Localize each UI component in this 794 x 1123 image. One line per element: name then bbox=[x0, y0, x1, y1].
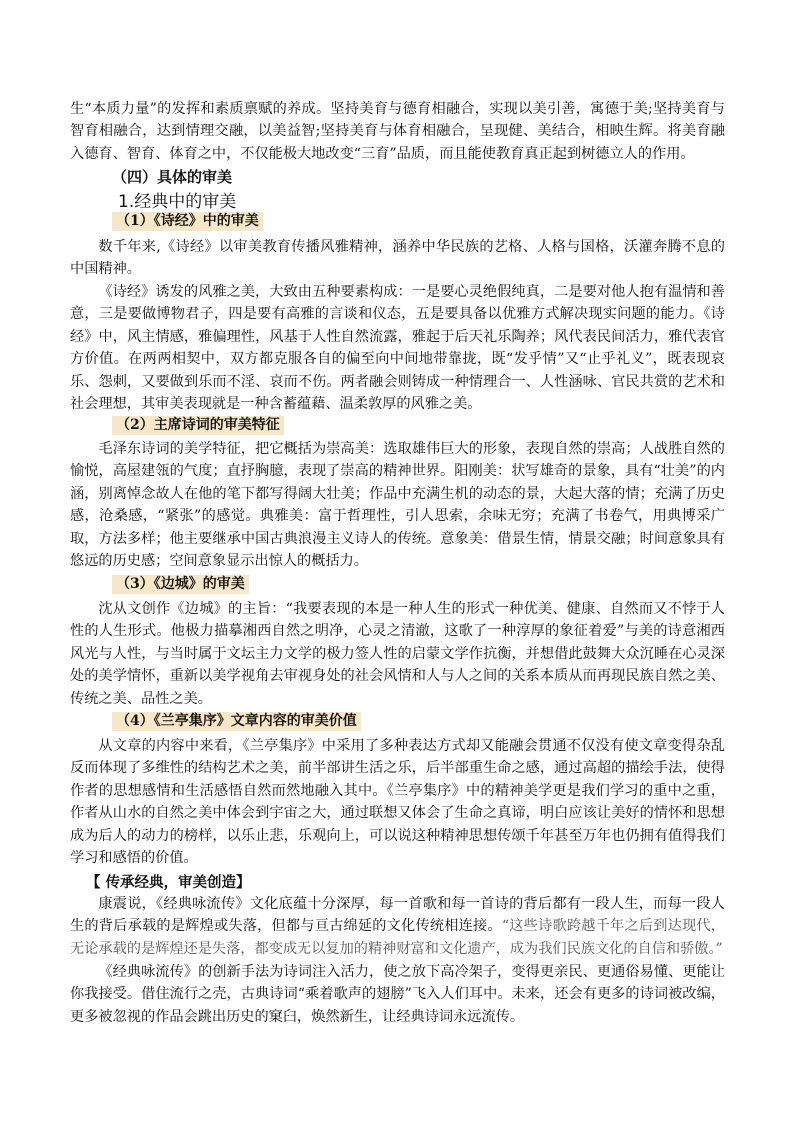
chuancheng-paragraph-2: 《经典咏流传》的创新手法为诗词注入活力，使之放下高冷架子，变得更亲民、更通俗易懂、更能让你我接受。借住流行之壳，古典诗词“乘着歌声的翅膀”飞入人们耳中。未来，还会有更多的诗词被改编，更多被忽视的作品会跳出历史的窠臼，焕然新生，让经典诗词永远流传。 bbox=[70, 964, 725, 1025]
mao-paragraph: 毛泽东诗词的美学特征，把它概括为崇高美：选取雄伟巨大的形象，表现自然的崇高；人战胜自然的愉悦，高屋建瓴的气度；直抒胸臆，表现了崇高的精神世界。阳刚美：状写雄奇的景象，具有“壮美”的内涵，别离悼念故人在他的笔下都写得阔大壮美；作品中充满生机的动态的景，大起大落的情；充满了历史感，沧桑感，“紧张”的感觉。典雅美：富于哲理性，引人思索，余味无穷；充满了书卷气，用典博采广取，方法多样；他主要继承中国古典浪漫主义诗人的传统。意象美：借景生情，情景交融；时间意象具有悠远的历史感；空间意象显示出惊人的概括力。 bbox=[70, 441, 725, 570]
chuancheng-paragraph-1 bbox=[70, 893, 725, 960]
shijing-paragraph-2: 《诗经》诱发的风雅之美，大致由五种要素构成：一是要心灵绝假纯真，二是要对他人抱有温情和善意，三是要做博物君子，四是要有高雅的言谈和仪态，五是要具备以优雅方式解决现实问题的能力。《诗经》中，风主情感，雅偏理性，风基于人性自然流露，雅起于后天礼乐陶养；风代表民间活力，雅代表官方价值。在两两相契中，双方都克服各自的偏至向中间地带靠拢，既“发乎情”又“止乎礼义”，既表现哀乐、怨刺，又要做到乐而不淫、哀而不伤。两者融会则铸成一种情理合一、人性涵咏、官民共赏的艺术和社会理想，其审美表现就是一种含蓄蕴藉、温柔敦厚的风雅之美。 bbox=[70, 284, 725, 413]
lanting-heading: （4）《兰亭集序》文章内容的审美价值 bbox=[112, 712, 361, 731]
section-heading: （四）具体的审美 bbox=[112, 168, 233, 186]
shijing-heading: （1）《诗经》中的审美 bbox=[112, 212, 263, 231]
subsection-heading: 1.经典中的审美 bbox=[118, 192, 237, 212]
chuancheng-heading: 【 传承经典，审美创造】 bbox=[86, 874, 251, 891]
biancheng-heading: （3）《边城》的审美 bbox=[112, 575, 249, 594]
biancheng-paragraph: 沈从文创作《边城》的主旨：“我要表现的本是一种人生的形式一种优美、健康、自然而又不悖于人性的人生形式。他极力描摹湘西自然之明净，心灵之清澈，这歌了一种淳厚的象征着爱”与美的诗意湘西风光与人性，与当时属于文坛主力文学的极力签人性的启蒙文学作抗衡，并想借此鼓舞大众沉睡在心灵深处的美学情怀，重新以美学视角去审视身处的社会风情和人与人之间的关系本质从而再现民族自然之美、传统之美、品性之美。 bbox=[70, 601, 725, 707]
mao-heading: （2）主席诗词的审美特征 bbox=[112, 416, 284, 435]
intro-paragraph: 生“本质力量”的发挥和素质禀赋的养成。坚持美育与德育相融合，实现以美引善，寓德于美;坚持美育与智育相融合，达到情理交融，以美益智;坚持美育与体育相融合，呈现健、美结合，相映生辉。将美育融入德育、智育、体育之中，不仅能极大地改变“三育”品质，而且能使教育真正起到树德立人的作用。 bbox=[70, 101, 725, 162]
chuancheng-quote: “这些诗歌跨越千年之后到达现代，无论承载的是辉煌还是失落，都变成无以复加的精神财富和文化遗产，成为我们民族文化的自信和骄傲。” bbox=[70, 918, 725, 957]
shijing-paragraph-1: 数千年来,《诗经》以审美教育传播风雅精神，涵养中华民族的艺格、人格与国格，沃灌奔腾不息的中国精神。 bbox=[70, 239, 725, 278]
chuancheng-text: 康震说，《经典咏流传》文化底蕴十分深厚，每一首歌和每一首诗的背后都有一段人生，而每一段人生的背后承载的是辉煌或失落，但都与亘古绵延的文化传统相连接。 bbox=[70, 896, 725, 935]
lanting-paragraph: 从文章的内容中来看，《兰亭集序》中采用了多种表达方式却又能融会贯通不仅没有使文章变得杂乱反而体现了多维性的结构艺术之美，前半部讲生活之乐，后半部重生命之感，通过高超的描绘手法，使得作者的思想感情和生活感悟自然而然地融入其中。《兰亭集序》中的精神美学更是我们学习的重中之重，作者从山水的自然之美中体会到宇宙之大，通过联想又体会了生命之真谛，明白应该让美好的情怀和思想成为后人的动力的榜样，以乐止悲，乐观向上，可以说这种精神思想传颂千年甚至万年也仍拥有值得我们学习和感悟的价值。 bbox=[70, 738, 725, 867]
